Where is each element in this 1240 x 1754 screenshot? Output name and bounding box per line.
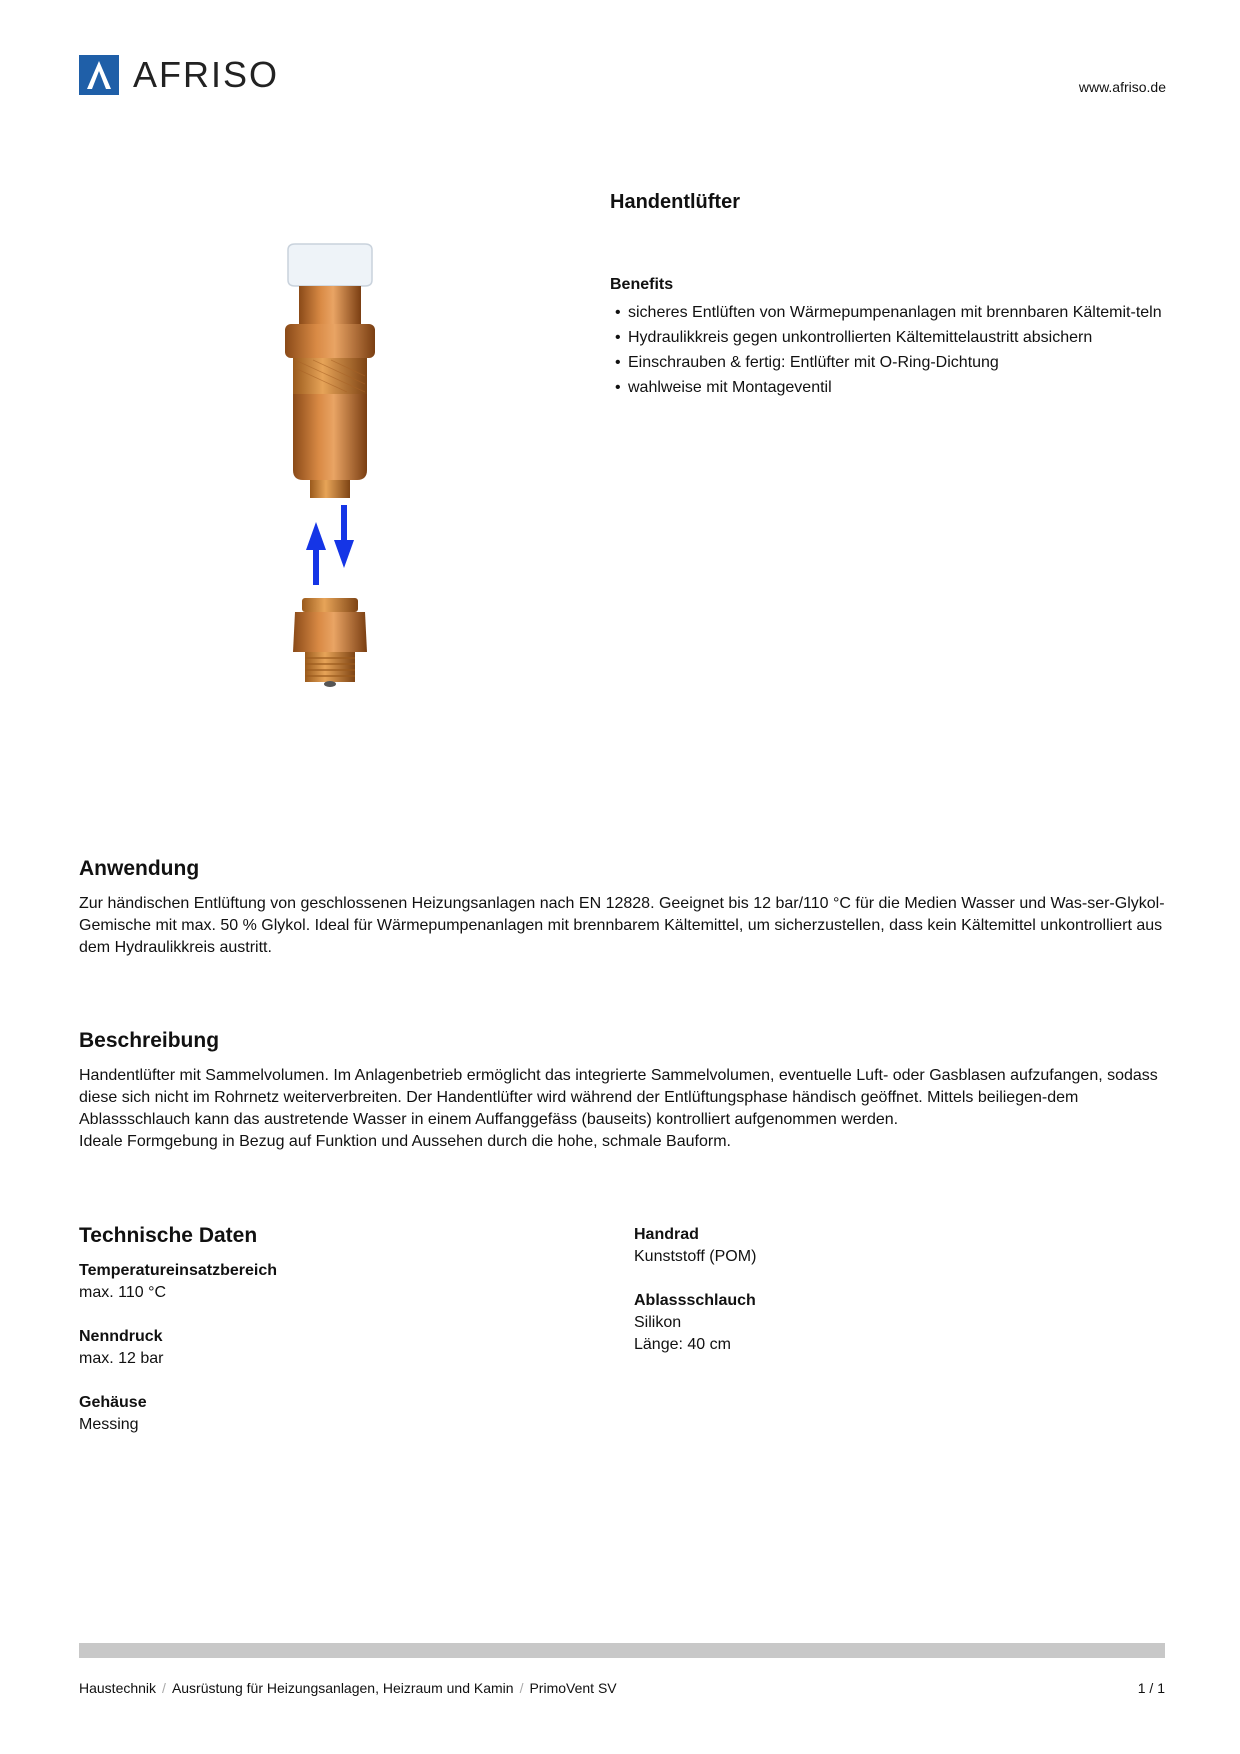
product-title: Handentlüfter: [610, 191, 740, 213]
list-item: • sicheres Entlüften von Wärmepumpenanlagen mit brennbaren Kältemit-teln: [610, 303, 1170, 323]
footer-divider: [79, 1643, 1165, 1658]
list-item: • Einschrauben & fertig: Entlüfter mit O-Ring-Dichtung: [610, 353, 1170, 373]
breadcrumb-separator: /: [162, 1680, 166, 1696]
tech-column-left: [79, 1260, 579, 1458]
brand-logo: [79, 55, 279, 95]
technische-daten-section: [79, 1224, 1165, 1433]
list-item: • Hydraulikkreis gegen unkontrollierten Kältemittelaustritt absichern: [610, 328, 1170, 348]
website-link[interactable]: www.afriso.de: [1078, 79, 1166, 95]
tech-value: Länge: 40 cm: [634, 1336, 731, 1353]
tech-value: max. 110 °C: [79, 1284, 167, 1301]
anwendung-heading: Anwendung: [79, 857, 200, 880]
brand-name: AFRISO: [133, 54, 280, 95]
footer: [79, 1680, 1165, 1696]
benefits-heading: Benefits: [610, 276, 674, 293]
afriso-triangle-icon: [79, 55, 119, 95]
tech-label: Gehäuse: [79, 1394, 147, 1411]
anwendung-text: Zur händischen Entlüftung von geschlossenen Heizungsanlagen nach EN 12828. Geeignet bis 12 bar/110 °C für die Medien Wasser und Was-ser-Glykol-Gemische mit max. 50 % Glykol. Ideal für Wärmepumpenanlagen mit brennbarem Kältemittel, um sicherzustellen, dass kein Kältemittel unkontrolliert aus dem Hydraulikkreis austritt.: [79, 895, 1165, 956]
tech-label: Temperatureinsatzbereich: [79, 1262, 277, 1279]
list-item: • wahlweise mit Montageventil: [610, 378, 1170, 398]
benefits-section: [610, 276, 1170, 403]
beschreibung-text: Handentlüfter mit Sammelvolumen. Im Anlagenbetrieb ermöglicht das integrierte Sammelvolumen, eventuelle Luft- oder Gasblasen aufzufangen, sodass diese sich nicht im Rohrnetz weiterverbreiten. Der Handentlüfter wird während der Entlüftungsphase händisch geöffnet. Mittels beiliegen-dem Ablassschlauch kann das austretende Wasser in einem Auffanggefäss (bauseits) kontrolliert aufgenommen werden.: [79, 1067, 1158, 1128]
breadcrumb: [79, 1680, 617, 1696]
breadcrumb-separator: /: [519, 1680, 524, 1696]
breadcrumb-item[interactable]: Ausrüstung für Heizungsanlagen, Heizraum und Kamin: [171, 1680, 514, 1696]
page-number: 1 / 1: [1137, 1680, 1165, 1696]
tech-label: Ablassschlauch: [634, 1292, 756, 1309]
tech-item-handrad: [634, 1224, 1134, 1268]
tech-value: max. 12 bar: [79, 1350, 164, 1367]
beschreibung-text-2: Ideale Formgebung in Bezug auf Funktion und Aussehen durch die hohe, schmale Bauform.: [79, 1133, 731, 1150]
benefits-list: [610, 303, 1170, 398]
anwendung-section: [79, 857, 1165, 959]
beschreibung-section: [79, 1029, 1165, 1153]
tech-label: Nenndruck: [79, 1328, 163, 1345]
tech-item-nenndruck: [79, 1326, 579, 1370]
tech-label: Handrad: [634, 1226, 699, 1243]
beschreibung-heading: Beschreibung: [79, 1029, 220, 1052]
tech-item-temperatur: [79, 1260, 579, 1304]
technische-daten-heading: Technische Daten: [79, 1224, 258, 1247]
tech-value: Kunststoff (POM): [634, 1248, 757, 1265]
breadcrumb-item[interactable]: Haustechnik: [79, 1680, 157, 1696]
breadcrumb-item[interactable]: PrimoVent SV: [529, 1680, 617, 1696]
tech-item-gehaeuse: [79, 1392, 579, 1436]
tech-value: Silikon: [634, 1314, 682, 1331]
tech-item-ablassschlauch: [634, 1290, 1134, 1356]
product-image: [255, 240, 405, 740]
tech-value: Messing: [79, 1416, 139, 1433]
tech-column-right: [634, 1224, 1134, 1378]
